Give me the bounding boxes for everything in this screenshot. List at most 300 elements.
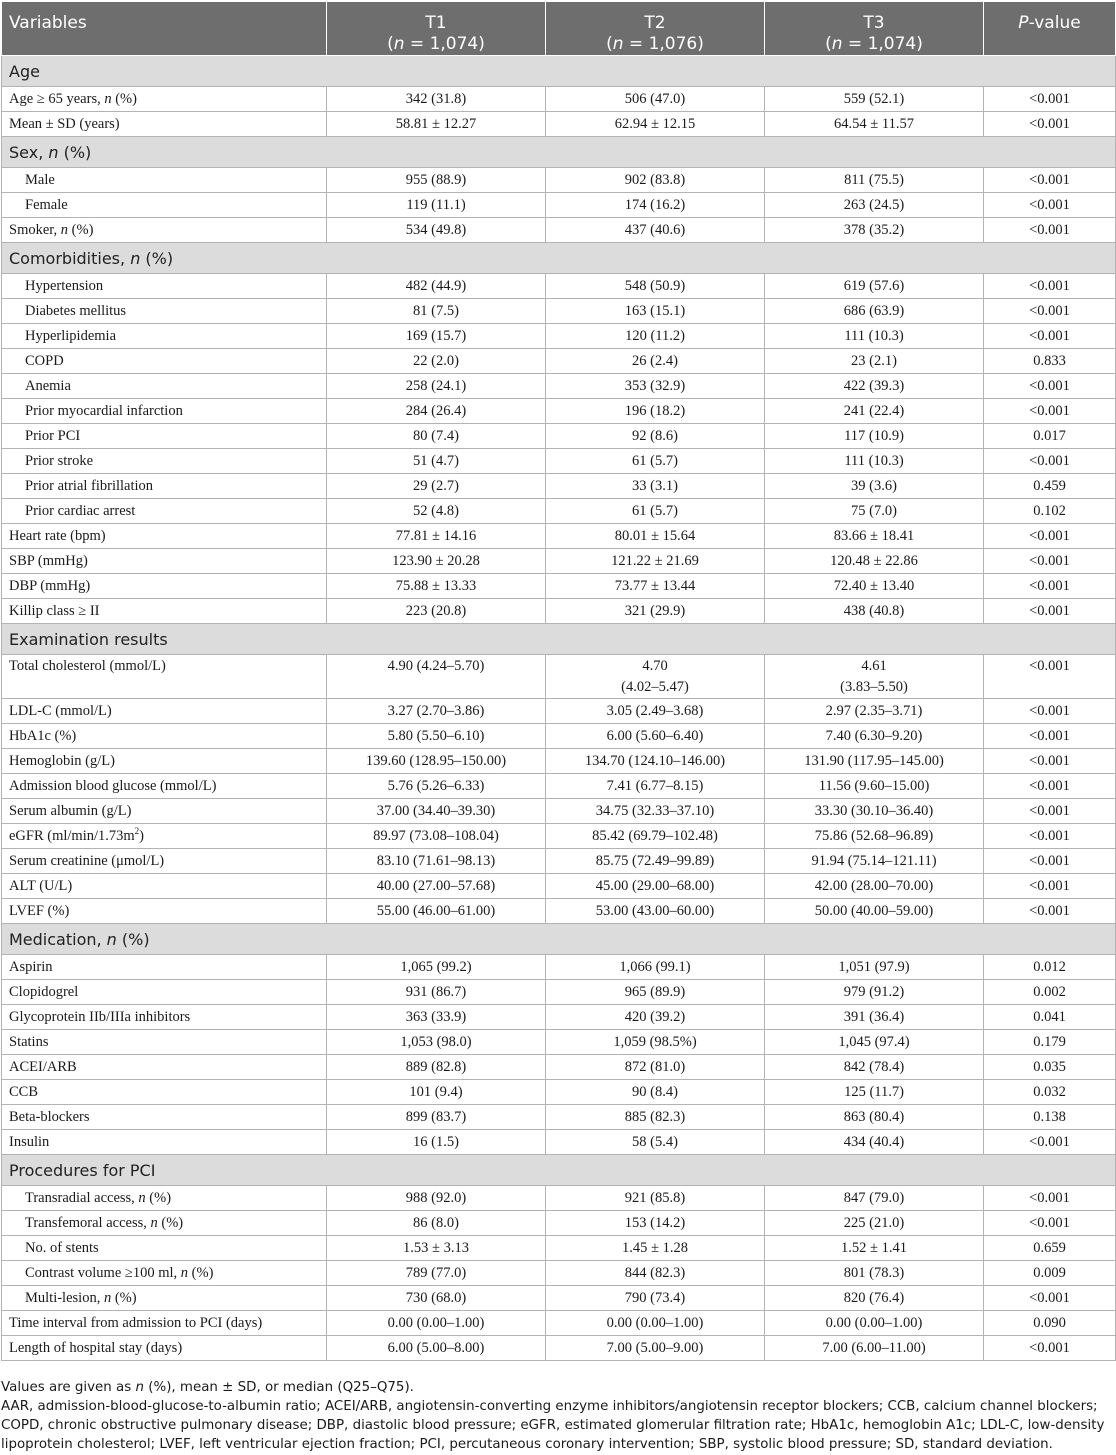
- header-variables: Variables: [2, 2, 327, 56]
- cell-t1: 75.88 ± 13.33: [327, 574, 546, 599]
- cell-t3-median: 4.61: [861, 658, 887, 674]
- table-row: [2, 449, 1116, 474]
- cell-t2: 58 (5.4): [546, 1130, 765, 1155]
- label-text: Age ≥ 65 years,: [9, 90, 105, 107]
- table-row: [2, 549, 1116, 574]
- cell-t1: 5.76 (5.26–6.33): [327, 774, 546, 799]
- table-row: [2, 112, 1116, 137]
- cell-t3: 263 (24.5): [765, 193, 984, 218]
- section-text: Medication,: [9, 929, 107, 949]
- row-label: Glycoprotein IIb/IIIa inhibitors: [2, 1005, 327, 1030]
- label-suffix: (%): [188, 1264, 214, 1281]
- table-row: [2, 699, 1116, 724]
- table-row: [2, 574, 1116, 599]
- cell-t3: 50.00 (40.00–59.00): [765, 899, 984, 924]
- table-row: [2, 599, 1116, 624]
- cell-t1: 55.00 (46.00–61.00): [327, 899, 546, 924]
- row-label: Beta-blockers: [2, 1105, 327, 1130]
- table-row: [2, 1186, 1116, 1211]
- label-text: eGFR (ml/min/1.73m: [9, 827, 135, 844]
- cell-t2: 965 (89.9): [546, 980, 765, 1005]
- cell-t3: 1.52 ± 1.41: [765, 1236, 984, 1261]
- cell-t2: [546, 655, 765, 699]
- table-row: [2, 955, 1116, 980]
- row-label: LDL-C (mmol/L): [2, 699, 327, 724]
- cell-t3: 1,045 (97.4): [765, 1030, 984, 1055]
- cell-t3: 75.86 (52.68–96.89): [765, 824, 984, 849]
- cell-t3: 117 (10.9): [765, 424, 984, 449]
- row-label: Clopidogrel: [2, 980, 327, 1005]
- cell-p: <0.001: [984, 524, 1116, 549]
- cell-t2: 80.01 ± 15.64: [546, 524, 765, 549]
- row-label: No. of stents: [2, 1236, 327, 1261]
- cell-t2: 45.00 (29.00–68.00): [546, 874, 765, 899]
- cell-t1: 86 (8.0): [327, 1211, 546, 1236]
- cell-t3: 131.90 (117.95–145.00): [765, 749, 984, 774]
- label-text: Multi-lesion,: [25, 1289, 104, 1306]
- cell-t3: 7.00 (6.00–11.00): [765, 1336, 984, 1361]
- cell-t2: 120 (11.2): [546, 324, 765, 349]
- section-examination-title: Examination results: [2, 624, 1116, 655]
- table-row: [2, 218, 1116, 243]
- cell-t2: 62.94 ± 12.15: [546, 112, 765, 137]
- table-row: [2, 1080, 1116, 1105]
- table-row: [2, 774, 1116, 799]
- table-row: [2, 724, 1116, 749]
- cell-t3: 979 (91.2): [765, 980, 984, 1005]
- cell-t3: 847 (79.0): [765, 1186, 984, 1211]
- table-row: [2, 1030, 1116, 1055]
- cell-t2: 7.00 (5.00–9.00): [546, 1336, 765, 1361]
- table-row: [2, 168, 1116, 193]
- row-label: Heart rate (bpm): [2, 524, 327, 549]
- cell-t3: 559 (52.1): [765, 87, 984, 112]
- header-t1-count: = 1,074): [404, 34, 485, 54]
- cell-t3: 33.30 (30.10–36.40): [765, 799, 984, 824]
- cell-t2: 33 (3.1): [546, 474, 765, 499]
- cell-t1: 955 (88.9): [327, 168, 546, 193]
- section-n: n: [48, 142, 59, 162]
- section-age-title: Age: [2, 56, 1116, 87]
- cell-t2: 1.45 ± 1.28: [546, 1236, 765, 1261]
- row-label: Admission blood glucose (mmol/L): [2, 774, 327, 799]
- cell-p: <0.001: [984, 1130, 1116, 1155]
- cell-p: 0.833: [984, 349, 1116, 374]
- cell-t2: 1,066 (99.1): [546, 955, 765, 980]
- cell-t2: 3.05 (2.49–3.68): [546, 699, 765, 724]
- label-n: n: [138, 1189, 146, 1206]
- cell-t2: 196 (18.2): [546, 399, 765, 424]
- label-n: n: [150, 1214, 158, 1231]
- cell-t3: 91.94 (75.14–121.11): [765, 849, 984, 874]
- cell-p: <0.001: [984, 899, 1116, 924]
- cell-t1: 101 (9.4): [327, 1080, 546, 1105]
- cell-t3: [765, 655, 984, 699]
- table-row: [2, 1005, 1116, 1030]
- table-row: [2, 899, 1116, 924]
- cell-t2: 353 (32.9): [546, 374, 765, 399]
- cell-t3: 7.40 (6.30–9.20): [765, 724, 984, 749]
- table-row: [2, 299, 1116, 324]
- cell-t2: 885 (82.3): [546, 1105, 765, 1130]
- cell-p: 0.102: [984, 499, 1116, 524]
- row-label: Statins: [2, 1030, 327, 1055]
- row-label: [2, 824, 327, 849]
- cell-t1: 29 (2.7): [327, 474, 546, 499]
- cell-t3: 64.54 ± 11.57: [765, 112, 984, 137]
- row-label: Hypertension: [2, 274, 327, 299]
- label-suffix: ): [139, 827, 145, 844]
- cell-t1: 258 (24.1): [327, 374, 546, 399]
- footnote-abbreviations: AAR, admission-blood-glucose-to-albumin ratio; ACEI/ARB, angiotensin-converting enzyme inhibitors/angiotensin receptor blockers; CCB, calcium channel blockers; COPD, chronic obstructive pulmonary disease; DBP, diastolic blood pressure; eGFR, estimated glomerular filtration rate; HbA1c, hemoglobin A1c; LDL-C, low-density lipoprotein cholesterol; LVEF, left ventricular ejection fraction; PCI, percutaneous coronary intervention; SBP, systolic blood pressure; SD, standard deviation.: [1, 1399, 1105, 1452]
- header-t3: T3 (n = 1,074): [765, 2, 984, 56]
- cell-t1: 4.90 (4.24–5.70): [327, 655, 546, 699]
- label-text: Transfemoral access,: [25, 1214, 151, 1231]
- footnote-text: Values are given as: [1, 1380, 136, 1395]
- cell-t1: 223 (20.8): [327, 599, 546, 624]
- row-label: Serum albumin (g/L): [2, 799, 327, 824]
- label-suffix: (%): [111, 1289, 137, 1306]
- cell-t2: 420 (39.2): [546, 1005, 765, 1030]
- label-superscript: 2: [134, 825, 140, 836]
- cell-p: <0.001: [984, 655, 1116, 699]
- section-suffix: (%): [58, 142, 92, 162]
- cell-t3: 619 (57.6): [765, 274, 984, 299]
- cell-t3: 125 (11.7): [765, 1080, 984, 1105]
- cell-t1: 789 (77.0): [327, 1261, 546, 1286]
- cell-t1: 363 (33.9): [327, 1005, 546, 1030]
- cell-t1: 1.53 ± 3.13: [327, 1236, 546, 1261]
- table-row: [2, 1055, 1116, 1080]
- table-row: [2, 1130, 1116, 1155]
- cell-p: <0.001: [984, 449, 1116, 474]
- cell-t3-iqr: (3.83–5.50): [840, 679, 908, 695]
- row-label: SBP (mmHg): [2, 549, 327, 574]
- cell-t3: 75 (7.0): [765, 499, 984, 524]
- table-row: [2, 980, 1116, 1005]
- cell-t3: 801 (78.3): [765, 1261, 984, 1286]
- label-text: Smoker,: [9, 221, 61, 238]
- row-label: Prior myocardial infarction: [2, 399, 327, 424]
- cell-t1: 89.97 (73.08–108.04): [327, 824, 546, 849]
- cell-t1: 81 (7.5): [327, 299, 546, 324]
- row-label: Serum creatinine (μmol/L): [2, 849, 327, 874]
- cell-p: 0.179: [984, 1030, 1116, 1055]
- cell-t1: 37.00 (34.40–39.30): [327, 799, 546, 824]
- cell-p: <0.001: [984, 824, 1116, 849]
- section-comorbidities-title: [2, 243, 1116, 274]
- cell-t2: 134.70 (124.10–146.00): [546, 749, 765, 774]
- cell-t2: 921 (85.8): [546, 1186, 765, 1211]
- cell-t3: 225 (21.0): [765, 1211, 984, 1236]
- header-t1: T1 (n = 1,074): [327, 2, 546, 56]
- cell-t1: 169 (15.7): [327, 324, 546, 349]
- cell-t2: 790 (73.4): [546, 1286, 765, 1311]
- cell-t2: 61 (5.7): [546, 449, 765, 474]
- cell-p: <0.001: [984, 774, 1116, 799]
- cell-t3: 434 (40.4): [765, 1130, 984, 1155]
- label-n: n: [103, 1289, 112, 1306]
- label-suffix: (%): [111, 90, 137, 107]
- cell-t1: 5.80 (5.50–6.10): [327, 724, 546, 749]
- table-row: [2, 1261, 1116, 1286]
- cell-t1: 1,065 (99.2): [327, 955, 546, 980]
- row-label: Time interval from admission to PCI (days): [2, 1311, 327, 1336]
- cell-p: <0.001: [984, 874, 1116, 899]
- header-t3-count: = 1,074): [842, 34, 923, 54]
- table-row: [2, 1236, 1116, 1261]
- footnote-n: n: [135, 1380, 144, 1395]
- cell-t2: 548 (50.9): [546, 274, 765, 299]
- cell-p: <0.001: [984, 549, 1116, 574]
- section-medication-title: [2, 924, 1116, 955]
- cell-p: <0.001: [984, 799, 1116, 824]
- cell-t1: 40.00 (27.00–57.68): [327, 874, 546, 899]
- table-row: [2, 474, 1116, 499]
- table-row: [2, 655, 1116, 699]
- header-t2-count: = 1,076): [623, 34, 704, 54]
- label-suffix: (%): [145, 1189, 172, 1206]
- footnote-suffix: (%), mean ± SD, or median (Q25–Q75).: [143, 1380, 414, 1395]
- table-row: [2, 824, 1116, 849]
- cell-p: <0.001: [984, 599, 1116, 624]
- cell-t1: 77.81 ± 14.16: [327, 524, 546, 549]
- section-comorbidities: [2, 243, 1116, 274]
- row-label: [2, 1286, 327, 1311]
- cell-t1: 534 (49.8): [327, 218, 546, 243]
- cell-t2: 6.00 (5.60–6.40): [546, 724, 765, 749]
- label-n: n: [104, 90, 112, 107]
- cell-t1: 0.00 (0.00–1.00): [327, 1311, 546, 1336]
- row-label: LVEF (%): [2, 899, 327, 924]
- cell-t1: 80 (7.4): [327, 424, 546, 449]
- row-label: Prior PCI: [2, 424, 327, 449]
- cell-t3: 1,051 (97.9): [765, 955, 984, 980]
- cell-t3: 422 (39.3): [765, 374, 984, 399]
- cell-t2: 872 (81.0): [546, 1055, 765, 1080]
- cell-t1: 119 (11.1): [327, 193, 546, 218]
- cell-t3: 39 (3.6): [765, 474, 984, 499]
- section-age: [2, 56, 1116, 87]
- cell-t2: 61 (5.7): [546, 499, 765, 524]
- cell-t1: 52 (4.8): [327, 499, 546, 524]
- cell-p: <0.001: [984, 724, 1116, 749]
- cell-t1: 6.00 (5.00–8.00): [327, 1336, 546, 1361]
- table-row: [2, 1286, 1116, 1311]
- row-label: Total cholesterol (mmol/L): [2, 655, 327, 699]
- row-label: [2, 87, 327, 112]
- cell-t2: 1,059 (98.5%): [546, 1030, 765, 1055]
- cell-t1: 83.10 (71.61–98.13): [327, 849, 546, 874]
- label-text: Contrast volume ≥100 ml,: [25, 1264, 181, 1281]
- cell-t1: 899 (83.7): [327, 1105, 546, 1130]
- section-text: Comorbidities,: [9, 248, 131, 268]
- cell-p: 0.659: [984, 1236, 1116, 1261]
- table-row: [2, 324, 1116, 349]
- table-row: [2, 1105, 1116, 1130]
- cell-p: <0.001: [984, 274, 1116, 299]
- table-row: [2, 524, 1116, 549]
- cell-t3: 11.56 (9.60–15.00): [765, 774, 984, 799]
- table-row: [2, 274, 1116, 299]
- cell-t3: 378 (35.2): [765, 218, 984, 243]
- table-row: [2, 1336, 1116, 1361]
- row-label: Hemoglobin (g/L): [2, 749, 327, 774]
- cell-t1: 22 (2.0): [327, 349, 546, 374]
- cell-t3: 83.66 ± 18.41: [765, 524, 984, 549]
- table-row: [2, 499, 1116, 524]
- label-n: n: [60, 221, 69, 238]
- cell-t2: 902 (83.8): [546, 168, 765, 193]
- table-row: [2, 424, 1116, 449]
- cell-p: 0.459: [984, 474, 1116, 499]
- row-label: Prior atrial fibrillation: [2, 474, 327, 499]
- cell-t2: 26 (2.4): [546, 349, 765, 374]
- cell-t3: 120.48 ± 22.86: [765, 549, 984, 574]
- table-row: [2, 399, 1116, 424]
- cell-p: 0.009: [984, 1261, 1116, 1286]
- header-t2-n: n: [612, 34, 624, 54]
- cell-t1: 931 (86.7): [327, 980, 546, 1005]
- label-suffix: (%): [157, 1214, 184, 1231]
- header-row: [2, 2, 1116, 56]
- row-label: Anemia: [2, 374, 327, 399]
- cell-t1: 139.60 (128.95–150.00): [327, 749, 546, 774]
- row-label: DBP (mmHg): [2, 574, 327, 599]
- section-procedures-title: Procedures for PCI: [2, 1155, 1116, 1186]
- row-label: CCB: [2, 1080, 327, 1105]
- cell-t1: 482 (44.9): [327, 274, 546, 299]
- section-procedures: [2, 1155, 1116, 1186]
- cell-t2: 85.42 (69.79–102.48): [546, 824, 765, 849]
- header-p-value: [984, 2, 1116, 56]
- cell-t1: 284 (26.4): [327, 399, 546, 424]
- row-label: Killip class ≥ II: [2, 599, 327, 624]
- footnote-values: [1, 1378, 1113, 1397]
- section-text: Sex,: [9, 142, 49, 162]
- cell-t3: 42.00 (28.00–70.00): [765, 874, 984, 899]
- row-label: Length of hospital stay (days): [2, 1336, 327, 1361]
- row-label: Mean ± SD (years): [2, 112, 327, 137]
- cell-t3: 811 (75.5): [765, 168, 984, 193]
- cell-t2: 163 (15.1): [546, 299, 765, 324]
- cell-t3: 111 (10.3): [765, 449, 984, 474]
- label-suffix: (%): [68, 221, 94, 238]
- cell-p: <0.001: [984, 849, 1116, 874]
- cell-p: 0.012: [984, 955, 1116, 980]
- cell-t3: 842 (78.4): [765, 1055, 984, 1080]
- cell-t2: 844 (82.3): [546, 1261, 765, 1286]
- row-label: HbA1c (%): [2, 724, 327, 749]
- cell-p: <0.001: [984, 1186, 1116, 1211]
- header-t2: T2 (n = 1,076): [546, 2, 765, 56]
- cell-t3: 863 (80.4): [765, 1105, 984, 1130]
- cell-t3: 241 (22.4): [765, 399, 984, 424]
- table-footnotes: [1, 1378, 1113, 1454]
- cell-t2: 153 (14.2): [546, 1211, 765, 1236]
- cell-p: <0.001: [984, 299, 1116, 324]
- cell-t2: 34.75 (32.33–37.10): [546, 799, 765, 824]
- row-label: Prior cardiac arrest: [2, 499, 327, 524]
- cell-t1: 342 (31.8): [327, 87, 546, 112]
- cell-t3: 686 (63.9): [765, 299, 984, 324]
- cell-t2: 0.00 (0.00–1.00): [546, 1311, 765, 1336]
- cell-t2: 121.22 ± 21.69: [546, 549, 765, 574]
- cell-t3: 391 (36.4): [765, 1005, 984, 1030]
- row-label: ALT (U/L): [2, 874, 327, 899]
- table-row: [2, 374, 1116, 399]
- section-n: n: [130, 248, 141, 268]
- cell-t2: 90 (8.4): [546, 1080, 765, 1105]
- cell-t1: 16 (1.5): [327, 1130, 546, 1155]
- table-row: [2, 874, 1116, 899]
- label-text: Transradial access,: [25, 1189, 139, 1206]
- row-label: [2, 1186, 327, 1211]
- section-n: n: [106, 929, 117, 949]
- header-t2-label: T2: [644, 13, 666, 33]
- row-label: [2, 1211, 327, 1236]
- label-n: n: [180, 1264, 189, 1281]
- cell-t3: 820 (76.4): [765, 1286, 984, 1311]
- cell-p: 0.032: [984, 1080, 1116, 1105]
- row-label: Female: [2, 193, 327, 218]
- header-t3-label: T3: [863, 13, 885, 33]
- cell-t2: 174 (16.2): [546, 193, 765, 218]
- cell-t3: 2.97 (2.35–3.71): [765, 699, 984, 724]
- cell-t2: 437 (40.6): [546, 218, 765, 243]
- cell-p: 0.017: [984, 424, 1116, 449]
- cell-p: <0.001: [984, 193, 1116, 218]
- table-row: [2, 799, 1116, 824]
- cell-p: <0.001: [984, 112, 1116, 137]
- cell-p: <0.001: [984, 1336, 1116, 1361]
- cell-t2: 53.00 (43.00–60.00): [546, 899, 765, 924]
- header-p-italic: P: [1018, 13, 1029, 33]
- cell-p: <0.001: [984, 168, 1116, 193]
- cell-t3: 438 (40.8): [765, 599, 984, 624]
- table-row: [2, 87, 1116, 112]
- section-suffix: (%): [116, 929, 150, 949]
- cell-t2: 92 (8.6): [546, 424, 765, 449]
- cell-t2: 73.77 ± 13.44: [546, 574, 765, 599]
- cell-t1: 1,053 (98.0): [327, 1030, 546, 1055]
- section-suffix: (%): [140, 248, 174, 268]
- row-label: [2, 1261, 327, 1286]
- cell-t3: 23 (2.1): [765, 349, 984, 374]
- cell-t1: 988 (92.0): [327, 1186, 546, 1211]
- cell-t1: 889 (82.8): [327, 1055, 546, 1080]
- row-label: COPD: [2, 349, 327, 374]
- cell-p: <0.001: [984, 399, 1116, 424]
- cell-t1: 58.81 ± 12.27: [327, 112, 546, 137]
- cell-t2: 85.75 (72.49–99.89): [546, 849, 765, 874]
- section-examination: [2, 624, 1116, 655]
- cell-t3: 111 (10.3): [765, 324, 984, 349]
- header-t1-label: T1: [425, 13, 447, 33]
- header-p-suffix: -value: [1028, 13, 1081, 33]
- cell-p: <0.001: [984, 699, 1116, 724]
- header-t3-n: n: [831, 34, 843, 54]
- table-row: [2, 1211, 1116, 1236]
- cell-t2-median: 4.70: [642, 658, 668, 674]
- cell-p: 0.090: [984, 1311, 1116, 1336]
- cell-p: 0.041: [984, 1005, 1116, 1030]
- cell-t2: 321 (29.9): [546, 599, 765, 624]
- cell-t3: 72.40 ± 13.40: [765, 574, 984, 599]
- table-row: [2, 1311, 1116, 1336]
- cell-p: 0.002: [984, 980, 1116, 1005]
- row-label: Prior stroke: [2, 449, 327, 474]
